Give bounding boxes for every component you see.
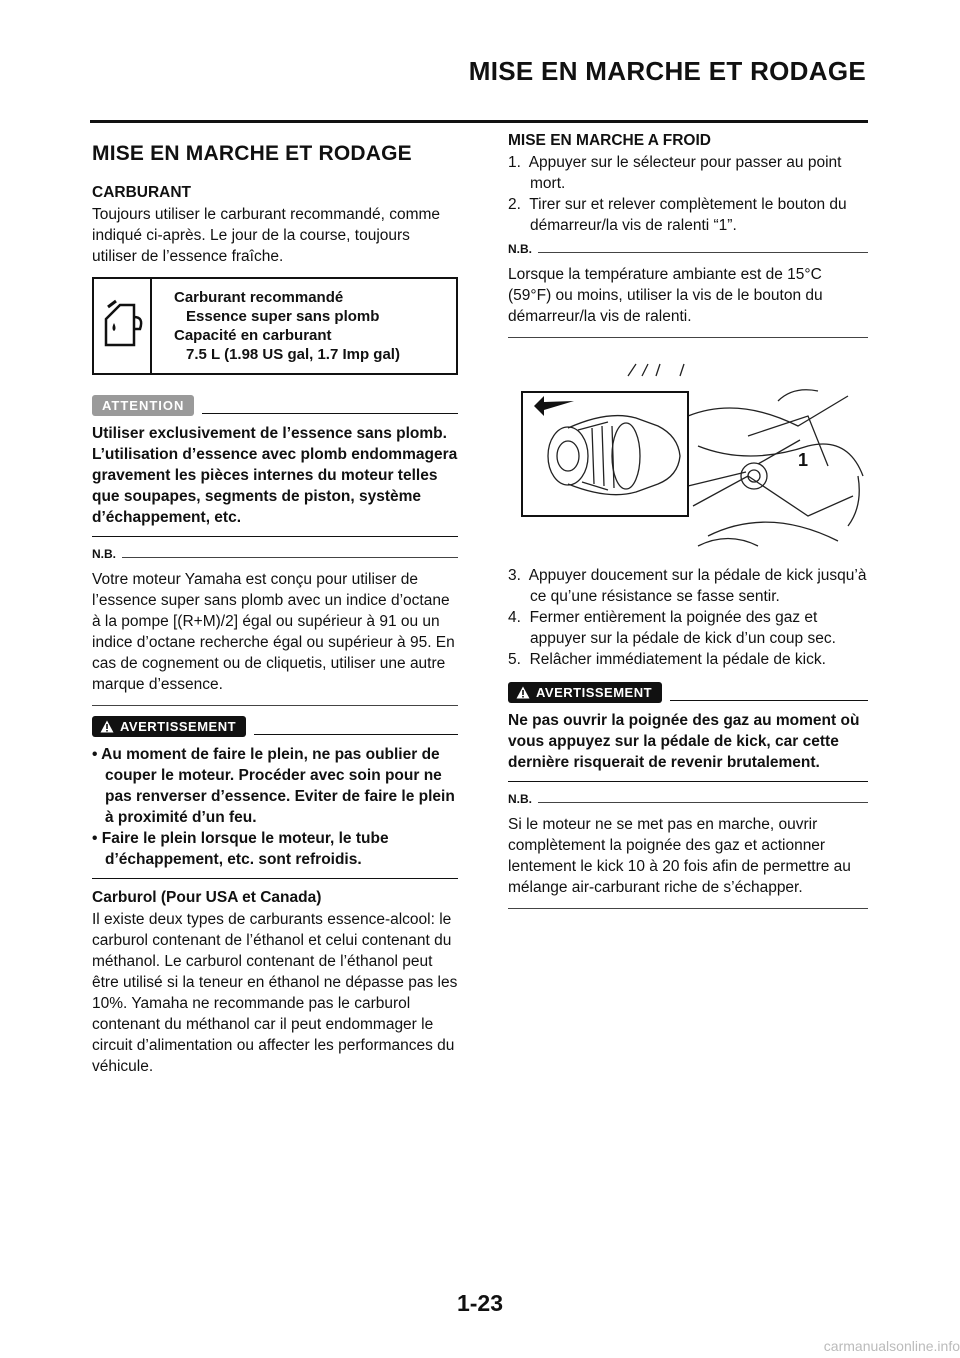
divider (92, 878, 458, 879)
right-column (508, 132, 868, 919)
attention-text: Utiliser exclusivement de l’essence sans plomb. L’utilisation d’essence avec plomb endommagera gravement les pièces internes du moteur telles que soupapes, segments de piston, système d’échappement, etc. (92, 425, 458, 526)
fuel-can-icon (94, 279, 152, 373)
attention-badge: ATTENTION (92, 395, 194, 416)
spec-value-capacity: 7.5 L (1.98 US gal, 1.7 Imp gal) (186, 346, 400, 363)
warning-label: AVERTISSEMENT (536, 685, 653, 700)
nb-text: Votre moteur Yamaha est conçu pour utiliser de l’essence super sans plomb avec un indice d’octane à la pompe [(R+M)/2] égal ou supérieur à 91 ou un indice d’octane recherche égal ou supérieur à 95. En cas de cognement ou de cliquetis, utiliser une autre marque d’essence. (92, 571, 455, 693)
nb-header (508, 792, 868, 806)
warning-text: Ne pas ouvrir la poignée des gaz au moment où vous appuyez sur la pédale de kick, car cette dernière risquerait de revenir brutalement. (508, 712, 860, 771)
warning-header (92, 716, 458, 737)
nb-header (92, 547, 458, 561)
step-item: 4. Fermer entièrement la poignée des gaz et appuyer sur la pédale de kick d’un coup sec. (508, 609, 836, 647)
warning-bullet: • Faire le plein lorsque le moteur, le tube d’échappement, etc. sont refroidis. (92, 830, 389, 868)
divider (508, 337, 868, 338)
page-number: 1-23 (456, 1290, 504, 1316)
nb-text: Si le moteur ne se met pas en marche, ouvrir complètement la poignée des gaz et actionner lentement le kick 10 à 20 fois afin de permettre au mélange air-carburant riche de s’échapper. (508, 816, 851, 896)
starter-knob-illustration (508, 356, 868, 554)
divider (92, 536, 458, 537)
divider (508, 781, 868, 782)
steps-list-a (508, 152, 868, 236)
figure-callout: 1 (798, 450, 809, 470)
nb-label: N.B. (92, 547, 116, 561)
carburant-text: Toujours utiliser le carburant recommandé, comme indiqué ci-après. Le jour de la course, toujours utiliser de l’essence fraîche. (92, 206, 441, 265)
warning-list (92, 744, 458, 870)
spec-value-fuel: Essence super sans plomb (186, 308, 380, 325)
step-item: 2. Tirer sur et relever complètement le bouton du démarreur/la vis de ralenti “1”. (508, 196, 847, 234)
attention-header (92, 395, 458, 416)
warning-header (508, 682, 868, 703)
nb-label: N.B. (508, 792, 532, 806)
steps-list-b (508, 565, 868, 670)
step-item: 1. Appuyer sur le sélecteur pour passer au point mort. (508, 154, 842, 192)
header-rule (90, 120, 868, 123)
step-item: 5. Relâcher immédiatement la pédale de kick. (508, 651, 826, 668)
step-item: 3. Appuyer doucement sur la pédale de kick jusqu’à ce qu’une résistance se fasse sentir. (508, 567, 867, 605)
warning-label: AVERTISSEMENT (120, 719, 237, 734)
divider (92, 705, 458, 706)
cold-start-heading: MISE EN MARCHE A FROID (508, 132, 711, 149)
section-title: MISE EN MARCHE ET RODAGE (92, 142, 412, 165)
nb-text: Lorsque la température ambiante est de 15°C (59°F) ou moins, utiliser la vis de le bouton du démarreur/la vis de ralenti. (508, 266, 823, 325)
carburol-text: Il existe deux types de carburants essence-alcool: le carburol contenant de l’éthanol et celui contenant du méthanol. Le carburol contenant de l’éthanol peut être utilisé si la teneur en éthanol ne dépasse pas les 10%. Yamaha ne recommande pas le carburol contenant du méthanol car il peut endommager le circuit d’alimentation ou affecter les performances du véhicule. (92, 911, 458, 1075)
warning-badge (92, 716, 246, 737)
warning-bullet: • Au moment de faire le plein, ne pas oublier de couper le moteur. Procéder avec soin pour ne pas renverser d’essence. Eviter de faire le plein à proximité d’un feu. (92, 746, 455, 826)
warning-triangle-icon (100, 720, 114, 733)
warning-badge (508, 682, 662, 703)
spec-label-capacity: Capacité en carburant (174, 327, 332, 344)
watermark: carmanualsonline.info (823, 1338, 960, 1354)
divider (508, 908, 868, 909)
left-column (92, 132, 458, 1077)
nb-header (508, 242, 868, 256)
carburant-heading: CARBURANT (92, 184, 192, 201)
page-header-title: MISE EN MARCHE ET RODAGE (468, 56, 866, 86)
carburol-heading: Carburol (Pour USA et Canada) (92, 889, 322, 906)
spec-label-fuel: Carburant recommandé (174, 289, 344, 306)
fuel-spec-box (92, 277, 458, 375)
warning-triangle-icon (516, 686, 530, 699)
nb-label: N.B. (508, 242, 532, 256)
